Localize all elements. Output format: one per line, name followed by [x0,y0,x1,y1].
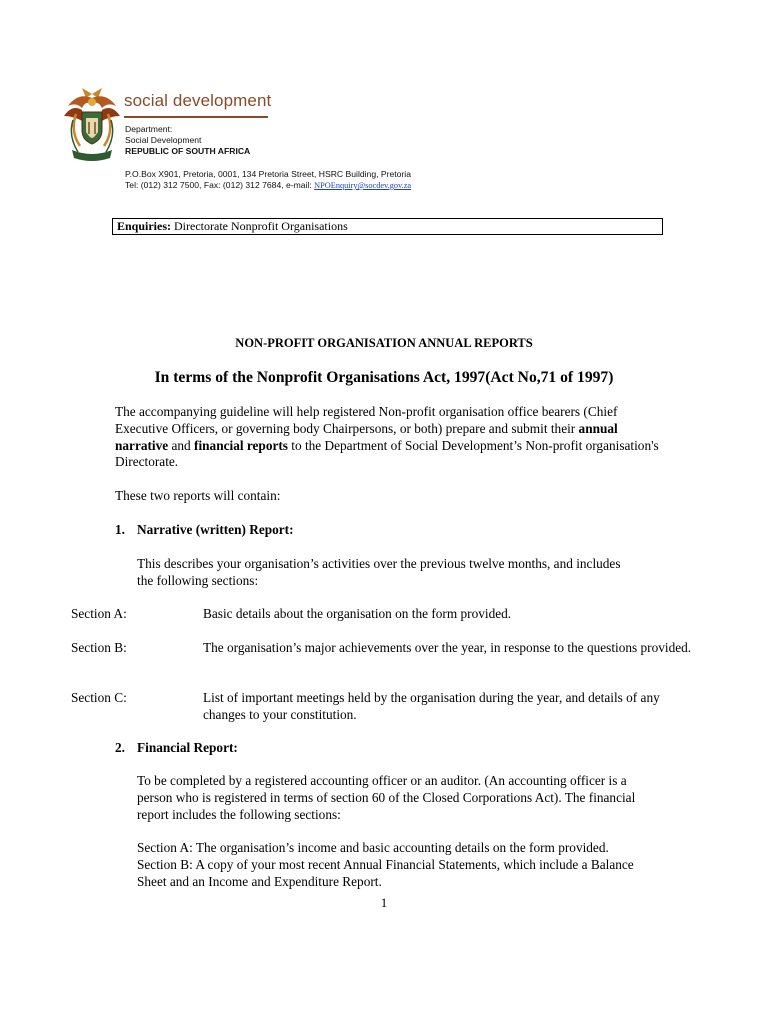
section-1-item-c [71,690,703,724]
section-2-heading: Financial Report: [137,740,238,755]
section-2-item-b: Section B: A copy of your most recent Annual Financial Statements, which include a Balance Sheet and an Income and Expenditure Report. [137,857,634,889]
coat-of-arms-icon [64,88,120,164]
section-1-item-c-label: Section C: [71,690,127,705]
page-number: 1 [380,895,388,910]
enquiries-label: Enquiries: [117,219,172,233]
section-2-number: 2. [115,740,125,755]
enquiries-box [112,218,663,235]
contact-prefix: Tel: (012) 312 7500, Fax: (012) 312 7684, e-mail: [125,180,315,190]
brand-divider [124,116,268,118]
section-1-item-b-label: Section B: [71,640,127,655]
reports-lead: These two reports will contain: [115,488,281,503]
email-link[interactable]: NPOEnquiry@socdev.gov.za [314,181,412,190]
document-subtitle: In terms of the Nonprofit Organisations Act, 1997(Act No,71 of 1997) [154,369,614,386]
contact-line [125,180,411,191]
brand-name: social development [124,91,272,110]
intro-text-3: to the Department of Social Development’s Non-profit organisation's Directorate. [115,437,659,470]
address-line: P.O.Box X901, Pretoria, 0001, 134 Pretoria Street, HSRC Building, Pretoria [125,169,411,179]
section-2-description: To be completed by a registered accounting officer or an auditor. (An accounting officer is a person who is registered in terms of section 60 of the Closed Corporations Act). The financial report includes the following sections: [137,773,636,822]
dept-name: Social Development [125,135,202,145]
section-1-item-a-label: Section A: [71,606,127,621]
section-1-description: This describes your organisation’s activities over the previous twelve months, and includes the following sections: [137,556,621,588]
section-1-number: 1. [115,522,125,537]
intro-bold-financial-reports: financial reports [194,437,288,453]
section-2-item-a: Section A: The organisation’s income and basic accounting details on the form provided. [137,840,609,855]
section-1-item-c-text: List of important meetings held by the organisation during the year, and details of any changes to your constitution. [203,690,660,722]
section-1-item-a-text: Basic details about the organisation on the form provided. [203,606,512,621]
intro-paragraph [115,404,660,471]
document-title: NON-PROFIT ORGANISATION ANNUAL REPORTS [235,336,533,350]
section-1-heading: Narrative (written) Report: [137,522,294,537]
section-1-item-b [71,640,703,657]
intro-bold-annual-narrative: annual narrative [115,420,618,453]
country-name: REPUBLIC OF SOUTH AFRICA [125,146,251,156]
intro-text-1: The accompanying guideline will help registered Non-profit organisation office bearers (Chief Executive Officers, or governing body Chairpersons, or both) prepare and submit their [115,404,618,436]
section-1-item-b-text: The organisation’s major achievements over the year, in response to the questions provided. [203,640,692,655]
enquiries-value: Directorate Nonprofit Organisations [171,219,348,233]
dept-label: Department: [125,124,173,134]
section-1-item-a [71,606,723,623]
intro-text-2: and [168,437,195,453]
